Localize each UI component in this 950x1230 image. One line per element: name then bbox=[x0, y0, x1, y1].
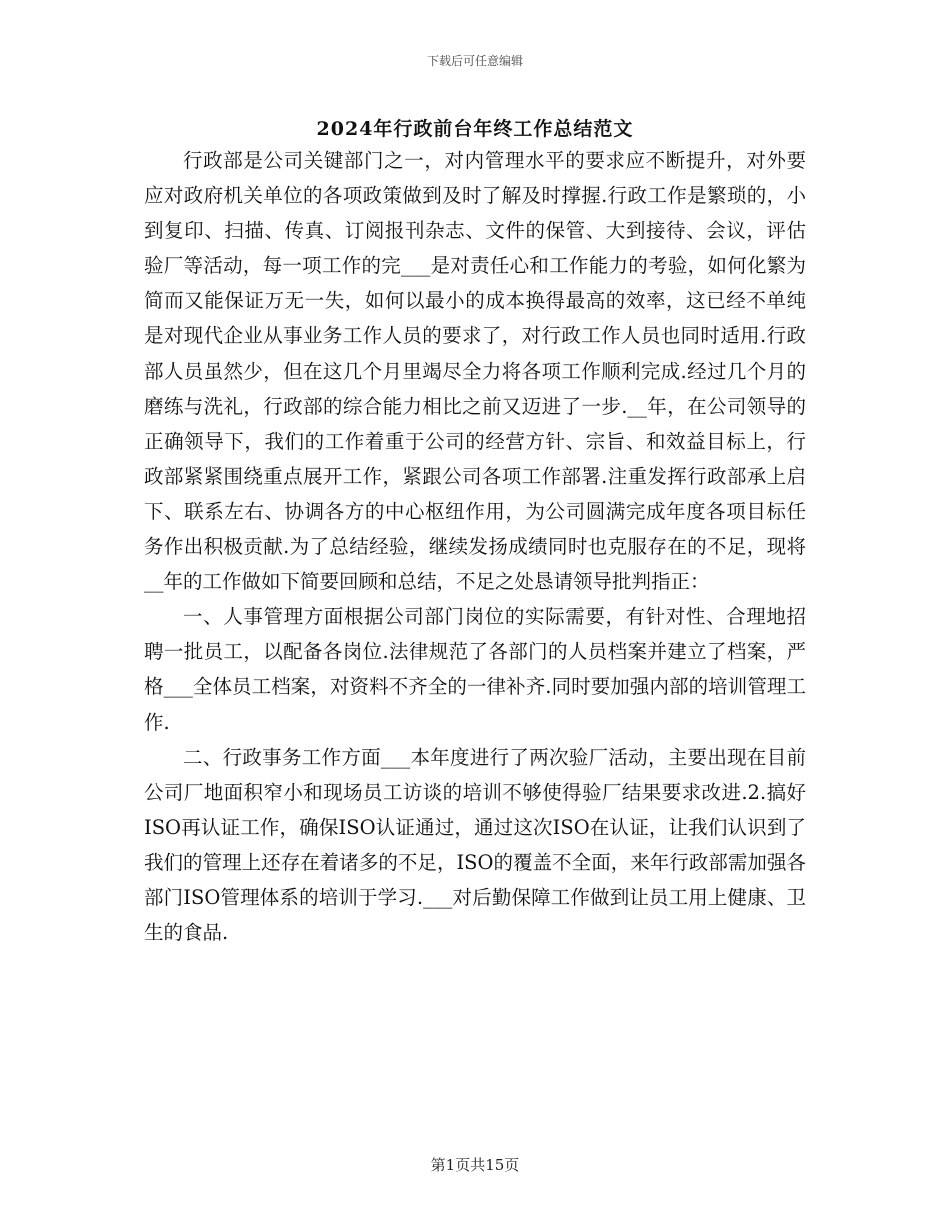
paragraph-personnel: 一、人事管理方面根据公司部门岗位的实际需要，有针对性、合理地招聘一批员工，以配备各岗位.法律规范了各部门的人员档案并建立了档案，严格___全体员工档案，对资料不齐全的一律补齐.同时要加强内部的培训管理工作. bbox=[144, 605, 806, 734]
document-title: 2024年行政前台年终工作总结范文 bbox=[316, 118, 634, 140]
document-body bbox=[144, 143, 806, 950]
paragraph-intro: 行政部是公司关键部门之一，对内管理水平的要求应不断提升，对外要应对政府机关单位的各项政策做到及时了解及时撑握.行政工作是繁琐的，小到复印、扫描、传真、订阅报刊杂志、文件的保管、大到接待、会议，评估验厂等活动，每一项工作的完___是对责任心和工作能力的考验，如何化繁为简而又能保证万无一失，如何以最小的成本换得最高的效率，这已经不单纯是对现代企业从事业务工作人员的要求了，对行政工作人员也同时适用.行政部人员虽然少，但在这几个月里竭尽全力将各项工作顺利完成.经过几个月的磨练与洗礼，行政部的综合能力相比之前又迈进了一步.__年，在公司领导的正确领导下，我们的工作着重于公司的经营方针、宗旨、和效益目标上，行政部紧紧围绕重点展开工作，紧跟公司各项工作部署.注重发挥行政部承上启下、联系左右、协调各方的中心枢纽作用，为公司圆满完成年度各项目标任务作出积极贡献.为了总结经验，继续发扬成绩同时也克服存在的不足，现将__年的工作做如下简要回顾和总结，不足之处恳请领导批判指正： bbox=[144, 149, 806, 594]
page-header: 下载后可任意编辑 bbox=[426, 54, 523, 68]
page-number: 第1页共15页 bbox=[430, 1156, 520, 1174]
paragraph-admin-affairs: 二、行政事务工作方面___本年度进行了两次验厂活动，主要出现在目前公司厂地面积窄小和现场员工访谈的培训不够使得验厂结果要求改进.2.搞好ISO再认证工作，确保ISO认证通过，通过这次ISO在认证，让我们认识到了我们的管理上还存在着诸多的不足，ISO的覆盖不全面，来年行政部需加强各部门ISO管理体系的培训于学习.___对后勤保障工作做到让员工用上健康、卫生的食品. bbox=[144, 745, 806, 945]
